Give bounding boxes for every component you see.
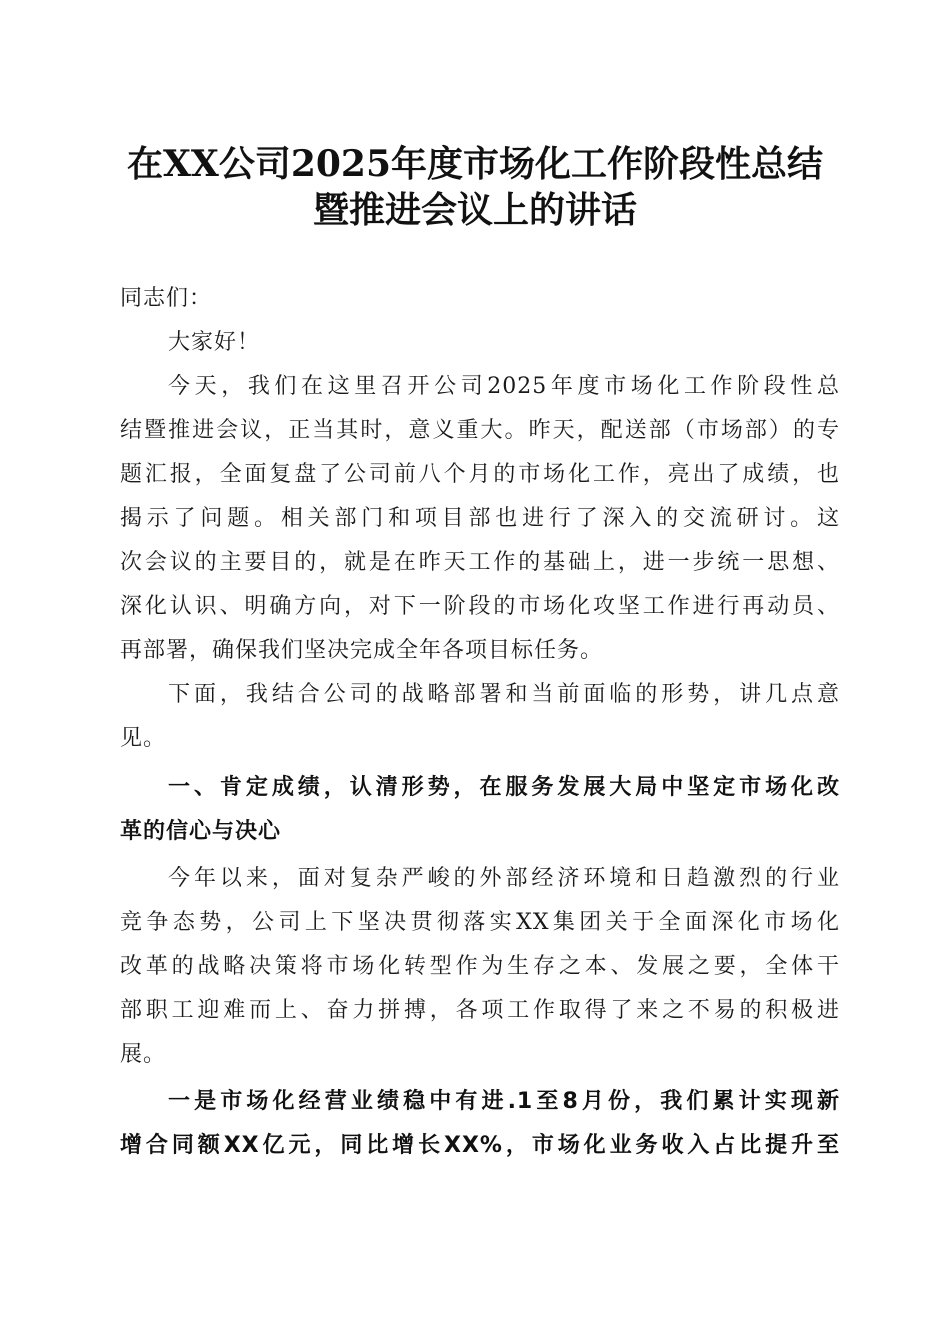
intro-line: 深化认识、明确方向，对下一阶段的市场化攻坚工作进行再动员、 [120, 594, 840, 619]
section-body-line: 改革的战略决策将市场化转型作为生存之本、发展之要，全体干 [120, 954, 840, 979]
title-line-1: 在XX公司2025年度市场化工作阶段性总结 [126, 143, 824, 185]
point-line: 一是市场化经营业绩稳中有进.1至8月份，我们累计实现新 [168, 1089, 840, 1114]
section-heading: 一、肯定成绩，认清形势，在服务发展大局中坚定市场化改 [168, 775, 840, 800]
greeting: 大家好！ [168, 330, 261, 355]
intro-line: 结暨推进会议，正当其时，意义重大。昨天，配送部（市场部）的专 [120, 418, 840, 443]
section-body-line: 展。 [120, 1042, 167, 1067]
intro-line: 揭示了问题。相关部门和项目部也进行了深入的交流研讨。这 [120, 506, 840, 531]
transition-line: 见。 [120, 726, 167, 751]
intro-line: 再部署，确保我们坚决完成全年各项目标任务。 [120, 638, 604, 663]
transition-line: 下面，我结合公司的战略部署和当前面临的形势，讲几点意 [168, 682, 840, 707]
section-body-line: 竞争态势，公司上下坚决贯彻落实XX集团关于全面深化市场化 [120, 910, 840, 935]
section-heading: 革的信心与决心 [120, 819, 282, 844]
intro-line: 次会议的主要目的，就是在昨天工作的基础上，进一步统一思想、 [120, 550, 840, 575]
section-body-line: 今年以来，面对复杂严峻的外部经济环境和日趋激烈的行业 [168, 866, 840, 891]
section-body-line: 部职工迎难而上、奋力拼搏，各项工作取得了来之不易的积极进 [120, 998, 840, 1023]
intro-line: 题汇报，全面复盘了公司前八个月的市场化工作，亮出了成绩，也 [120, 462, 840, 487]
point-line: 增合同额XX亿元，同比增长XX%，市场化业务收入占比提升至 [120, 1133, 840, 1158]
intro-line: 今天，我们在这里召开公司2025年度市场化工作阶段性总 [168, 374, 840, 399]
salutation: 同志们： [120, 286, 213, 311]
title-line-2: 暨推进会议上的讲话 [312, 189, 637, 231]
